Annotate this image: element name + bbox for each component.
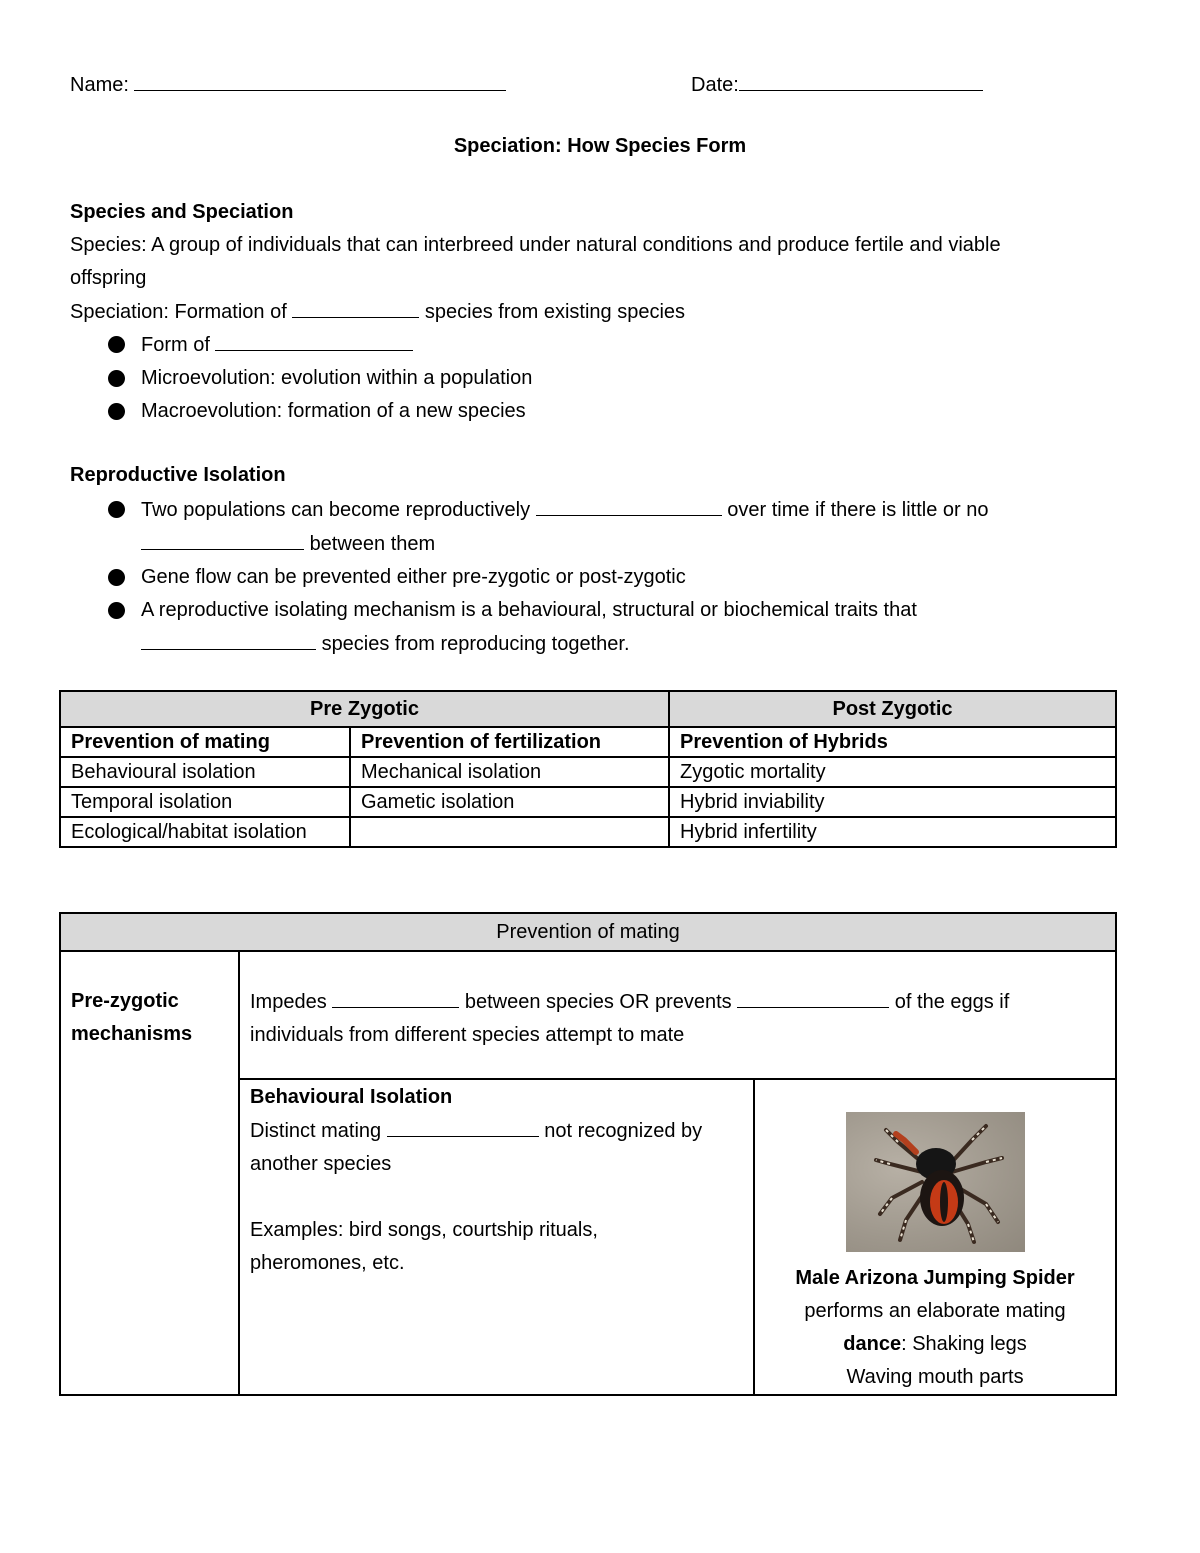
- bullet-dot: [108, 370, 125, 387]
- isolation-table: [59, 690, 1117, 848]
- isolation-bullets: [106, 493, 988, 661]
- col-mating-title: Prevention of mating: [60, 727, 350, 757]
- bullet-dot: [108, 403, 125, 420]
- name-blank[interactable]: [134, 68, 506, 91]
- date-field[interactable]: [691, 68, 983, 102]
- date-label: Date:: [691, 74, 739, 96]
- pre-zygotic-mechanisms-label: Pre-zygotic mechanisms: [60, 951, 239, 1395]
- bullet-macro: Macroevolution: formation of a new species: [106, 395, 532, 428]
- fertilization-blank[interactable]: [737, 985, 889, 1008]
- post-zygotic-header: Post Zygotic: [669, 691, 1116, 727]
- pre-zygotic-header: Pre Zygotic: [60, 691, 669, 727]
- date-blank[interactable]: [739, 68, 983, 91]
- species-definition: Species: A group of individuals that can interbreed under natural conditions and produce fertile and viable: [70, 234, 1001, 256]
- bullet-mechanism: A reproductive isolating mechanism is a behavioural, structural or biochemical traits that species from reproducing together.: [106, 594, 988, 661]
- col-hybrids-title: Prevention of Hybrids: [669, 727, 1116, 757]
- spider-caption: Male Arizona Jumping Spider performs an elaborate mating dance: Shaking legs Waving mouth parts: [795, 1267, 1075, 1388]
- table-row: Temporal isolation Gametic isolation Hybrid inviability: [60, 787, 1116, 817]
- bullet-dot: [108, 336, 125, 353]
- isolated-blank[interactable]: [536, 493, 722, 516]
- speciation-definition: [70, 295, 685, 329]
- bullet-micro: Microevolution: evolution within a population: [106, 362, 532, 395]
- jumping-spider-image: [846, 1112, 1025, 1252]
- spider-illustration: [846, 1112, 1025, 1252]
- speciation-blank[interactable]: [292, 295, 419, 318]
- bullet-gene-flow: Gene flow can be prevented either pre-zygotic or post-zygotic: [106, 561, 988, 594]
- gene-flow-blank[interactable]: [141, 527, 304, 550]
- bullet-dot: [108, 569, 125, 586]
- speciation-pre: Speciation: Formation of: [70, 301, 287, 323]
- page-title: Speciation: How Species Form: [453, 135, 747, 157]
- name-label: Name:: [70, 74, 129, 96]
- speciation-post: species from existing species: [424, 301, 686, 323]
- species-definition-cont: offspring: [70, 267, 147, 289]
- bullet-dot: [108, 602, 125, 619]
- col-fertilization-title: Prevention of fertilization: [350, 727, 669, 757]
- impedes-blank[interactable]: [332, 985, 459, 1008]
- name-field[interactable]: [70, 68, 506, 102]
- mating-table-header: Prevention of mating: [60, 913, 1116, 951]
- section-heading-species: Species and Speciation: [70, 201, 294, 223]
- behavioural-isolation-heading: Behavioural Isolation: [250, 1086, 453, 1108]
- section-heading-isolation: Reproductive Isolation: [70, 464, 286, 486]
- form-of-blank[interactable]: [215, 328, 413, 351]
- behavioural-isolation-cell: Behavioural Isolation Distinct mating not recognized by another species Examples: bird songs, courtship rituals, pheromones, etc.: [239, 1079, 754, 1395]
- table-row: Ecological/habitat isolation Hybrid infertility: [60, 817, 1116, 847]
- speciation-bullets: [106, 328, 532, 428]
- bullet-isolated: Two populations can become reproductively over time if there is little or no between them: [106, 493, 988, 561]
- table-row: Behavioural isolation Mechanical isolation Zygotic mortality: [60, 757, 1116, 787]
- mating-blank[interactable]: [387, 1114, 539, 1137]
- prevents-blank[interactable]: [141, 627, 316, 650]
- impedes-cell: Impedes between species OR prevents of the eggs if individuals from different species attempt to mate: [239, 951, 1116, 1079]
- mating-table: [59, 912, 1117, 1396]
- spider-cell: [754, 1079, 1116, 1395]
- bullet-form-of: Form of: [106, 328, 532, 362]
- bullet-dot: [108, 501, 125, 518]
